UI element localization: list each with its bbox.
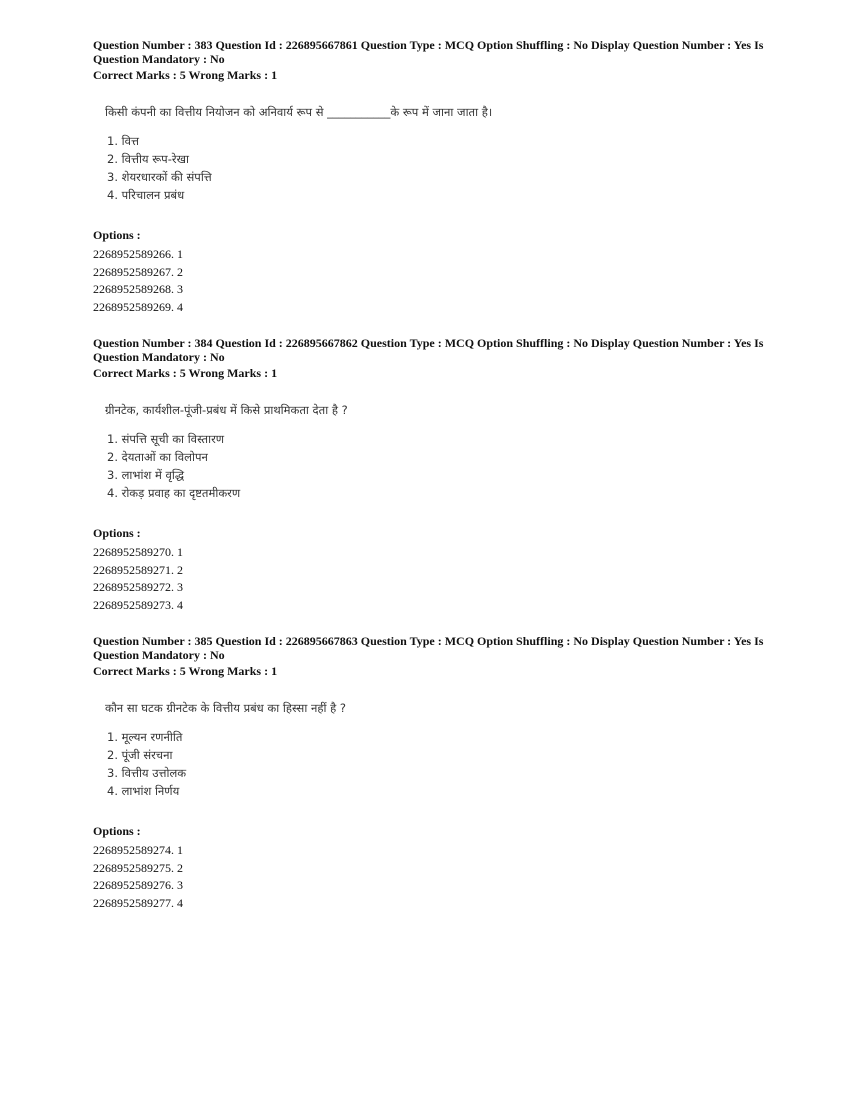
- option-id: 2268952589276. 3: [93, 878, 183, 893]
- options-label: Options :: [93, 526, 141, 540]
- question-text: ग्रीनटेक, कार्यशील-पूंजी-प्रबंध में किसे प्राथमिकता देता है ?: [105, 403, 348, 417]
- answer-choice: 3. वित्तीय उत्तोलक: [107, 766, 187, 780]
- option-id-list: [93, 246, 783, 317]
- question-marks: Correct Marks : 5 Wrong Marks : 1: [93, 68, 278, 82]
- question-block-384: [93, 336, 783, 615]
- question-marks: Correct Marks : 5 Wrong Marks : 1: [93, 664, 278, 678]
- question-text: किसी कंपनी का वित्तीय नियोजन को अनिवार्य रूप से ___________के रूप में जाना जाता है।: [105, 105, 493, 119]
- answer-choice: 1. संपत्ति सूची का विस्तारण: [107, 432, 225, 446]
- question-text: कौन सा घटक ग्रीनटेक के वित्तीय प्रबंध का हिस्सा नहीं है ?: [105, 701, 346, 715]
- question-header: Question Number : 383 Question Id : 226895667861 Question Type : MCQ Option Shuffling : No Display Question Number : Yes Is Question Mandatory : No: [93, 38, 764, 66]
- options-label: Options :: [93, 228, 141, 242]
- answer-choices: [107, 132, 783, 204]
- answer-choice: 2. वित्तीय रूप-रेखा: [107, 152, 189, 166]
- answer-choices: [107, 430, 783, 502]
- question-block-385: [93, 634, 783, 913]
- answer-choice: 4. रोकड़ प्रवाह का दृष्टतमीकरण: [107, 486, 241, 500]
- question-header: Question Number : 385 Question Id : 226895667863 Question Type : MCQ Option Shuffling : No Display Question Number : Yes Is Question Mandatory : No: [93, 634, 764, 662]
- answer-choice: 4. परिचालन प्रबंध: [107, 188, 185, 202]
- option-id: 2268952589275. 2: [93, 860, 183, 875]
- answer-choices: [107, 728, 783, 800]
- option-id: 2268952589271. 2: [93, 562, 183, 577]
- question-header: Question Number : 384 Question Id : 226895667862 Question Type : MCQ Option Shuffling : No Display Question Number : Yes Is Question Mandatory : No: [93, 336, 764, 364]
- answer-choice: 3. शेयरधारकों की संपत्ति: [107, 170, 212, 184]
- question-block-383: [93, 38, 783, 317]
- option-id-list: [93, 842, 783, 913]
- option-id-list: [93, 544, 783, 615]
- answer-choice: 1. मूल्यन रणनीति: [107, 730, 183, 744]
- answer-choice: 3. लाभांश में वृद्धि: [107, 468, 185, 482]
- option-id: 2268952589273. 4: [93, 598, 183, 613]
- option-id: 2268952589269. 4: [93, 300, 183, 315]
- question-marks: Correct Marks : 5 Wrong Marks : 1: [93, 366, 278, 380]
- answer-choice: 2. पूंजी संरचना: [107, 748, 173, 762]
- option-id: 2268952589266. 1: [93, 247, 183, 261]
- option-id: 2268952589267. 2: [93, 264, 183, 279]
- answer-choice: 4. लाभांश निर्णय: [107, 784, 180, 798]
- answer-choice: 2. देयताओं का विलोपन: [107, 450, 208, 464]
- option-id: 2268952589277. 4: [93, 896, 183, 911]
- option-id: 2268952589270. 1: [93, 545, 183, 559]
- option-id: 2268952589272. 3: [93, 580, 183, 595]
- options-label: Options :: [93, 824, 141, 838]
- option-id: 2268952589268. 3: [93, 282, 183, 297]
- answer-choice: 1. वित्त: [107, 134, 139, 148]
- option-id: 2268952589274. 1: [93, 843, 183, 857]
